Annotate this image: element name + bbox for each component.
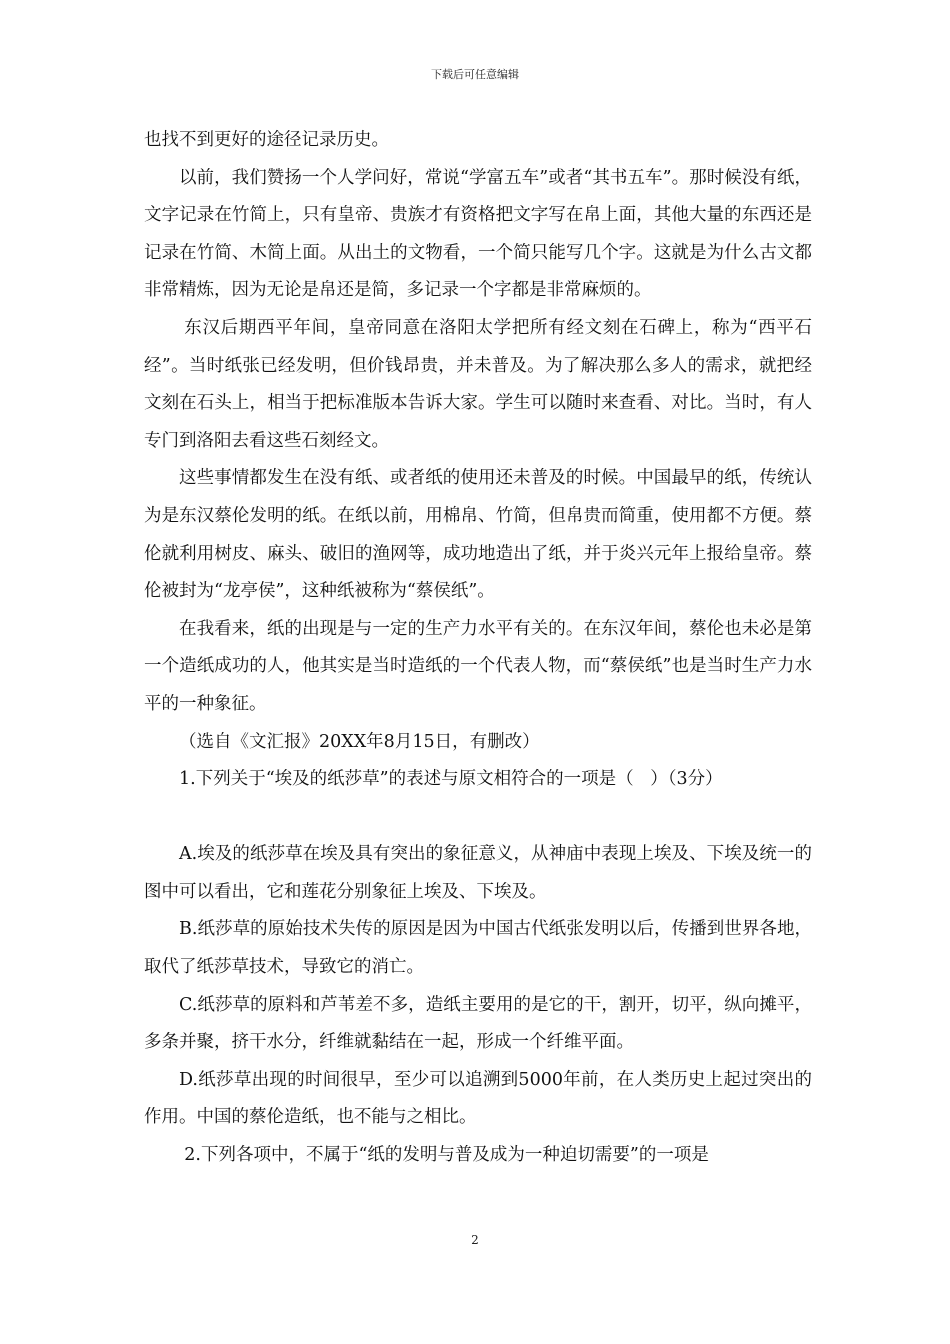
question-1-option-d: D.纸莎草出现的时间很早，至少可以追溯到5000年前，在人类历史上起过突出的作用。中国的蔡伦造纸，也不能与之相比。: [144, 1069, 812, 1128]
question-1-option-c: C.纸莎草的原料和芦苇差不多，造纸主要用的是它的干，割开，切平，纵向摊平，多条并聚，挤干水分，纤维就黏结在一起，形成一个纤维平面。: [144, 994, 812, 1053]
question-1-stem: 1.下列关于“埃及的纸莎草”的表述与原文相符合的一项是（ ）（3分）: [179, 769, 723, 790]
question-1-option-a: A.埃及的纸莎草在埃及具有突出的象征意义，从神庙中表现上埃及、下埃及统一的图中可以看出，它和莲花分别象征上埃及、下埃及。: [144, 844, 812, 902]
document-body: [144, 122, 812, 1175]
source-citation: （选自《文汇报》20XX年8月15日，有删改）: [179, 731, 540, 752]
page-number: 2: [471, 1233, 479, 1247]
question-2-stem: 2.下列各项中，不属于“纸的发明与普及成为一种迫切需要”的一项是: [184, 1145, 709, 1166]
page-header: 下载后可任意编辑: [431, 68, 519, 81]
paragraph-cai-lun: 这些事情都发生在没有纸、或者纸的使用还未普及的时候。中国最早的纸，传统认为是东汉蔡伦发明的纸。在纸以前，用棉帛、竹简，但帛贵而简重，使用都不方便。蔡伦就利用树皮、麻头、破旧的渔网等，成功地造出了纸，并于炎兴元年上报给皇帝。蔡伦被封为“龙亭侯”，这种纸被称为“蔡侯纸”。: [144, 468, 812, 602]
blank-line: [144, 799, 812, 837]
question-1-option-b: B.纸莎草的原始技术失传的原因是因为中国古代纸张发明以后，传播到世界各地，取代了纸莎草技术，导致它的消亡。: [144, 919, 812, 978]
paragraph-continuation: 也找不到更好的途径记录历史。: [144, 130, 389, 150]
paragraph-scholarship: 以前，我们赞扬一个人学问好，常说“学富五车”或者“其书五车”。那时候没有纸，文字记录在竹简上，只有皇帝、贵族才有资格把文字写在帛上面，其他大量的东西还是记录在竹简、木简上面。从出土的文物看，一个简只能写几个字。这就是为什么古文都非常精炼，因为无论是帛还是简，多记录一个字都是非常麻烦的。: [144, 167, 812, 301]
paragraph-stone-classics: 东汉后期西平年间，皇帝同意在洛阳太学把所有经文刻在石碑上，称为“西平石经”。当时纸张已经发明，但价钱昂贵，并未普及。为了解决那么多人的需求，就把经文刻在石头上，相当于把标准版本告诉大家。学生可以随时来查看、对比。当时，有人专门到洛阳去看这些石刻经文。: [144, 317, 812, 451]
paragraph-productivity: 在我看来，纸的出现是与一定的生产力水平有关的。在东汉年间，蔡伦也未必是第一个造纸成功的人，他其实是当时造纸的一个代表人物，而“蔡侯纸”也是当时生产力水平的一种象征。: [144, 618, 812, 714]
